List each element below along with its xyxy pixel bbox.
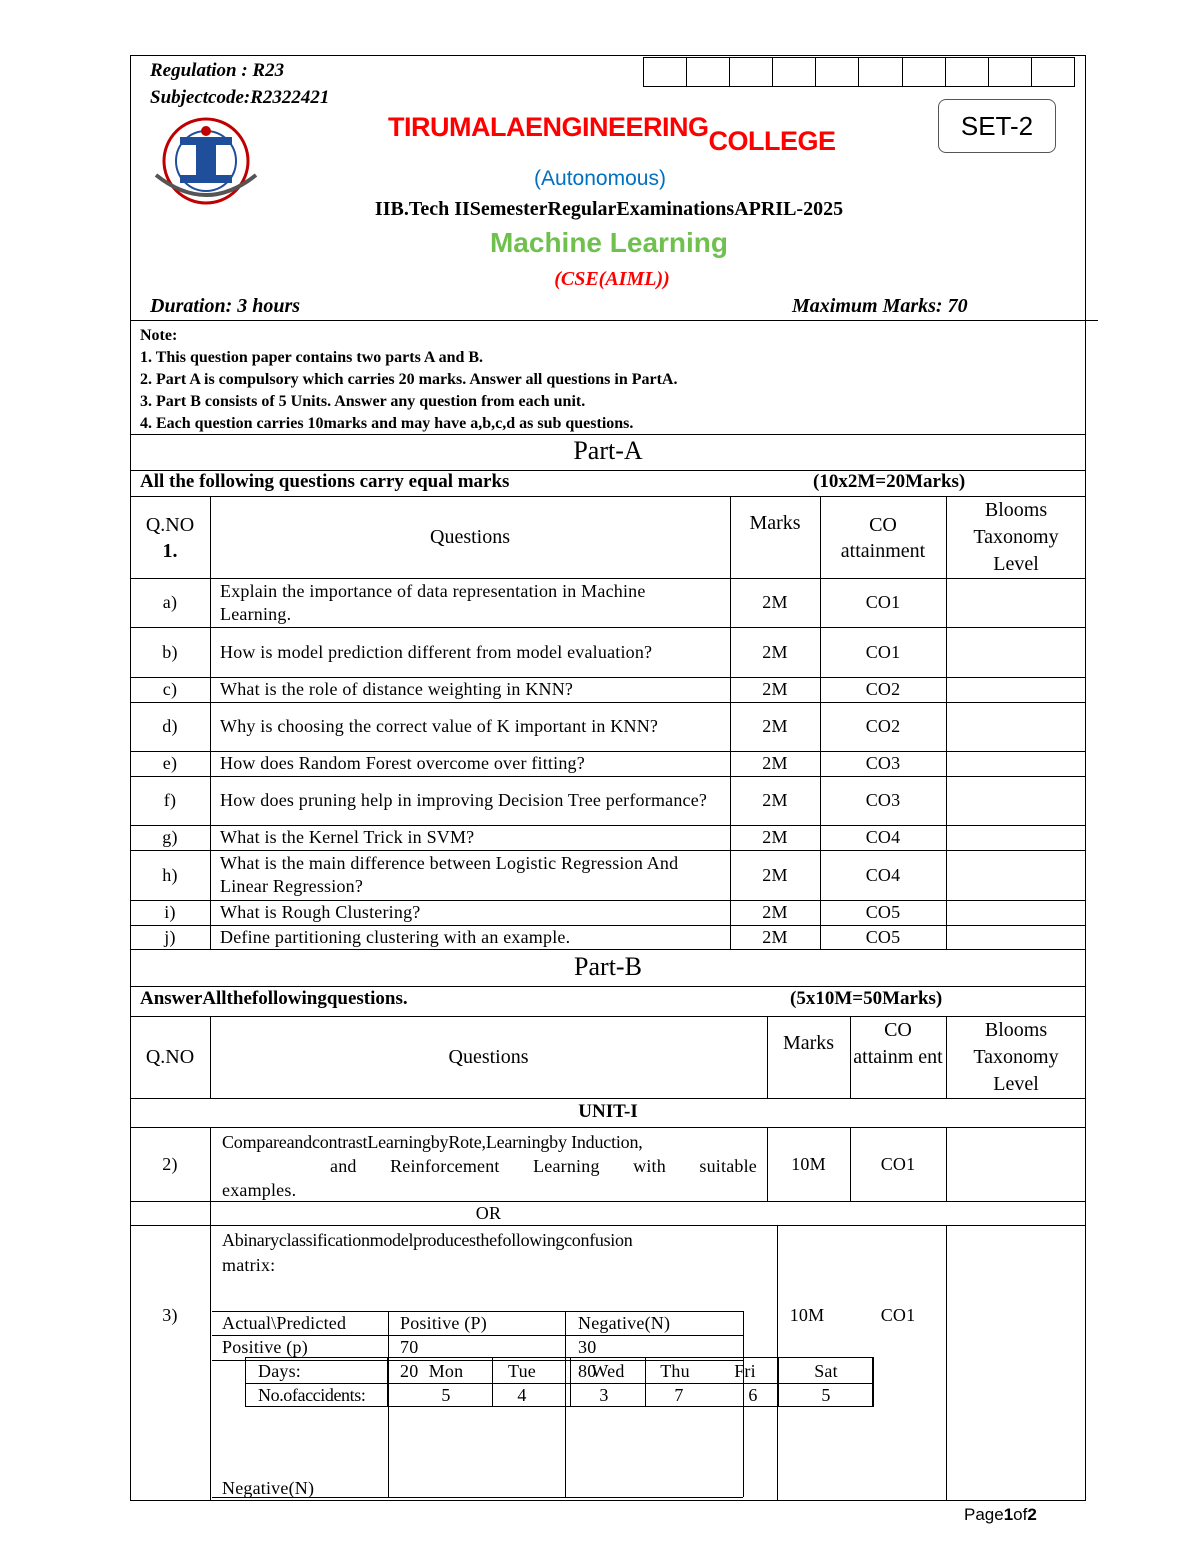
question-marks: 2M	[762, 926, 788, 947]
regulation: Regulation : R23	[150, 60, 285, 81]
question-text: How is model prediction different from model evaluation?	[220, 641, 653, 662]
question-number: g)	[162, 827, 178, 847]
question-number: 3)	[162, 1304, 178, 1325]
question-line: Abinaryclassificationmodelproducesthefollowingconfusion	[222, 1230, 633, 1250]
set-label: SET-2	[960, 110, 1034, 141]
page-total: 2	[1027, 1505, 1037, 1524]
column-line	[210, 1127, 211, 1501]
question-number: j)	[164, 926, 176, 947]
column-line	[946, 1127, 947, 1201]
subject-code: Subjectcode:R2322421	[150, 87, 330, 108]
day-cell: Mon	[428, 1360, 464, 1381]
qno-number: 1.	[162, 540, 178, 562]
qno-label: Q.NO	[145, 514, 195, 536]
question-text: How does pruning help in improving Decision Tree performance?	[220, 790, 708, 810]
note-item: 4. Each question carries 10marks and may have a,b,c,d as sub questions.	[140, 415, 634, 432]
note-item: 1. This question paper contains two parts A and B.	[140, 349, 484, 366]
question-text: What is the Kernel Trick in SVM?	[220, 827, 475, 847]
column-line	[946, 1225, 947, 1501]
question-marks: 2M	[762, 753, 788, 773]
part-b-instruction: AnswerAllthefollowingquestions.	[140, 988, 408, 1009]
page-number	[964, 1505, 1037, 1525]
accidents-cell: 5	[821, 1385, 831, 1405]
question-number: d)	[162, 716, 178, 736]
question-text	[222, 1228, 767, 1278]
notes-title: Note:	[140, 327, 178, 344]
question-co: CO1	[865, 641, 901, 662]
question-number: f)	[163, 790, 177, 810]
table-line	[570, 1357, 571, 1407]
part-b-title: Part-B	[574, 952, 642, 981]
or-label: OR	[475, 1202, 502, 1223]
accidents-cell: 6	[748, 1385, 758, 1405]
day-cell: Tue	[508, 1360, 536, 1381]
autonomous-label: (Autonomous)	[534, 167, 666, 190]
column-line	[946, 496, 947, 949]
question-marks: 2M	[762, 716, 788, 736]
column-line	[946, 1016, 947, 1098]
accidents-label: No.ofaccidents:	[258, 1385, 366, 1405]
question-marks: 2M	[762, 790, 788, 810]
confusion-cell: Negative(N)	[222, 1477, 315, 1498]
roll-number-boxes	[643, 57, 1075, 87]
part-b-co-header: CO attainm ent	[853, 1019, 943, 1068]
question-number: a)	[162, 592, 178, 612]
confusion-cell: 30	[578, 1337, 597, 1357]
exam-title: IIB.Tech IISemesterRegularExaminationsAPRIL-2025	[374, 198, 844, 220]
column-line	[767, 1016, 768, 1098]
question-co: CO1	[880, 1304, 916, 1325]
questions-header: Questions	[430, 525, 510, 548]
part-b-questions-header: Questions	[448, 1045, 529, 1068]
day-cell: Thu	[660, 1360, 690, 1381]
set-badge	[938, 99, 1056, 153]
day-cell: Fri	[734, 1360, 756, 1381]
question-text: What is the role of distance weighting in KNN?	[220, 679, 574, 699]
question-co: CO4	[865, 864, 901, 885]
subject-title: Machine Learning	[489, 227, 729, 258]
confusion-header: Negative(N)	[578, 1312, 671, 1333]
question-marks: 2M	[762, 679, 788, 699]
unit-title: UNIT-I	[578, 1101, 638, 1122]
question-line: and Reinforcement Learning with suitable	[330, 1156, 757, 1176]
part-a-instruction: All the following questions carry equal marks	[140, 471, 510, 492]
question-number: 2)	[162, 1153, 178, 1174]
question-text: What is the main difference between Logistic Regression And Linear Regression?	[220, 853, 679, 896]
question-co: CO1	[865, 592, 901, 612]
question-co: CO5	[865, 902, 901, 922]
question-marks: 2M	[762, 592, 788, 612]
question-line: examples.	[222, 1180, 297, 1200]
row-line	[130, 949, 1086, 950]
question-co: CO3	[865, 790, 901, 810]
accidents-cell: 7	[674, 1385, 684, 1405]
table-line	[387, 1357, 388, 1407]
question-number: b)	[162, 641, 178, 662]
part-b-marks-header: Marks	[782, 1032, 835, 1054]
page-word: Page	[964, 1505, 1004, 1524]
part-b-marks-note: (5x10M=50Marks)	[790, 988, 943, 1009]
question-co: CO3	[865, 753, 901, 773]
part-a-marks-note: (10x2M=20Marks)	[813, 471, 966, 492]
question-text: Explain the importance of data representation in Machine Learning.	[220, 580, 646, 624]
table-line	[778, 1357, 779, 1407]
question-text: How does Random Forest overcome over fitting?	[220, 753, 585, 773]
question-line: CompareandcontrastLearningbyRote,Learningby Induction,	[222, 1132, 643, 1152]
day-cell: Wed	[591, 1360, 625, 1381]
note-item: 2. Part A is compulsory which carries 20 marks. Answer all questions in PartA.	[140, 371, 678, 388]
confusion-header: Actual\Predicted	[222, 1312, 347, 1333]
college-name	[388, 112, 836, 156]
marks-header: Marks	[749, 512, 801, 534]
question-text: What is Rough Clustering?	[220, 902, 421, 922]
divider	[130, 986, 1086, 987]
college-name-part2: COLLEGE	[708, 126, 836, 156]
part-a-qno-header	[130, 512, 210, 564]
question-number: i)	[164, 902, 176, 922]
confusion-cell: Positive (p)	[222, 1337, 308, 1357]
accidents-cell: 3	[599, 1385, 609, 1405]
divider	[130, 1225, 1086, 1226]
question-co: CO2	[865, 679, 901, 699]
days-label: Days:	[258, 1360, 301, 1381]
question-number: c)	[162, 679, 178, 699]
branch-label: (CSE(AIML))	[554, 268, 670, 290]
page-of: of	[1013, 1505, 1028, 1524]
duration: Duration: 3 hours	[150, 295, 301, 317]
question-marks: 2M	[762, 902, 788, 922]
max-marks: Maximum Marks: 70	[792, 295, 968, 317]
divider	[130, 1098, 1086, 1099]
question-text: Why is choosing the correct value of K important in KNN?	[220, 716, 659, 736]
blooms-header: Blooms Taxonomy Level	[973, 499, 1059, 575]
question-co: CO5	[865, 926, 901, 947]
part-b-blooms-header: Blooms Taxonomy Level	[973, 1019, 1059, 1095]
column-line	[850, 1016, 851, 1098]
college-name-part1: TIRUMALAENGINEERING	[388, 112, 709, 142]
accidents-cell: 5	[441, 1385, 451, 1405]
question-line: matrix:	[222, 1255, 276, 1275]
part-a-title: Part-A	[573, 436, 643, 465]
question-co: CO2	[865, 716, 901, 736]
accidents-cell: 4	[517, 1385, 527, 1405]
question-number: h)	[162, 864, 178, 885]
co-header: CO attainment	[840, 514, 926, 562]
question-co: CO4	[865, 827, 901, 847]
header-divider	[130, 320, 1098, 321]
question-marks: 2M	[762, 827, 788, 847]
question-text	[222, 1130, 757, 1202]
confusion-header: Positive (P)	[400, 1312, 487, 1333]
notes	[140, 325, 677, 435]
divider	[130, 434, 1086, 435]
confusion-cell: 70	[400, 1337, 419, 1357]
table-line	[873, 1357, 874, 1407]
college-logo	[150, 115, 262, 211]
question-co: CO1	[880, 1153, 916, 1174]
confusion-cell: 80	[578, 1360, 597, 1381]
question-marks: 2M	[762, 641, 788, 662]
question-marks: 2M	[762, 864, 788, 885]
page-current: 1	[1003, 1505, 1014, 1524]
confusion-cell: 20	[400, 1360, 419, 1381]
part-b-qno-header: Q.NO	[145, 1045, 195, 1068]
day-cell: Sat	[814, 1360, 838, 1381]
question-marks: 10M	[791, 1153, 826, 1174]
note-item: 3. Part B consists of 5 Units. Answer any question from each unit.	[140, 393, 586, 410]
question-text: Define partitioning clustering with an example.	[220, 926, 571, 947]
question-number: e)	[162, 753, 178, 773]
question-marks: 10M	[789, 1304, 825, 1325]
